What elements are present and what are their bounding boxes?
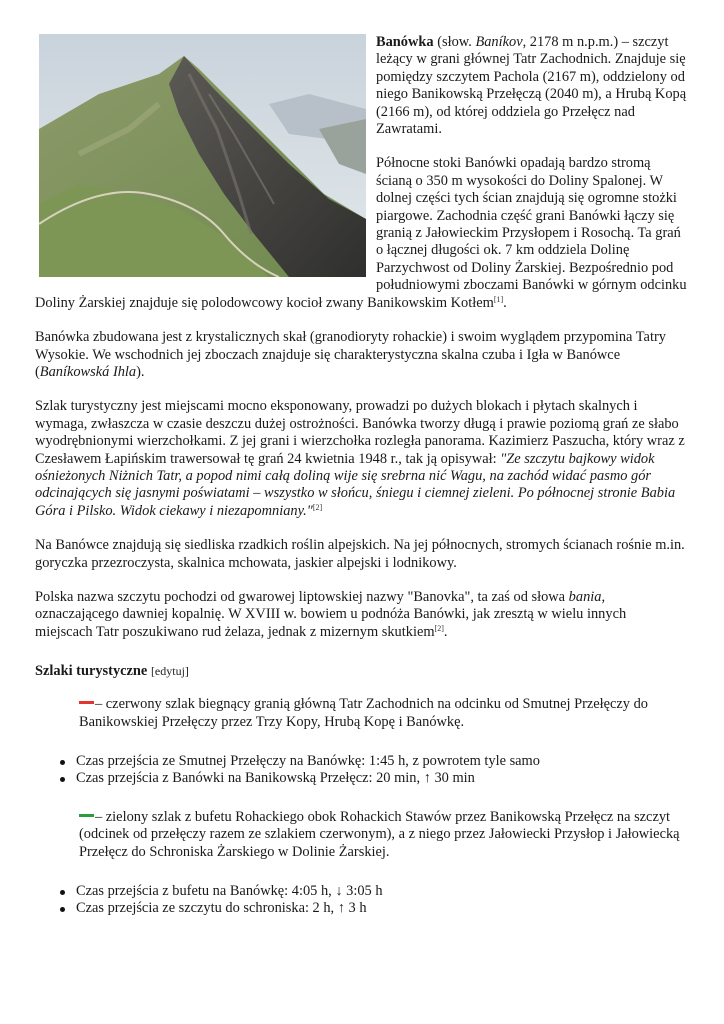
list-item: Czas przejścia z bufetu na Banówkę: 4:05 h, ↓ 3:05 h [76, 883, 687, 900]
footnote-ref[interactable]: [1] [493, 294, 504, 304]
intro-section [35, 34, 687, 329]
red-trail-times [35, 753, 687, 787]
text-span: . [443, 623, 448, 640]
green-trail-times [35, 883, 687, 917]
red-trail-marker-icon [79, 701, 94, 704]
italic-term: Baníkowská Ihla [39, 363, 137, 380]
red-trail [79, 696, 687, 731]
green-trail-description [79, 809, 687, 861]
list-item: Czas przejścia z Banówki na Banikowską Przełęcz: 20 min, ↑ 30 min [76, 770, 687, 787]
red-trail-description [79, 696, 687, 731]
green-trail-marker-icon [79, 814, 94, 817]
trail-paragraph [35, 398, 687, 520]
edit-link[interactable]: [edytuj] [150, 664, 189, 679]
text-span: , 2178 m n.p.m.) – szczyt leżący w grani głównej Tatr Zachodnich. Znajduje się pomiędzy szczytem Pachola (2167 m), oddzielony od niego Banikowską Przełęczą (2040 m), a Hrubą Kopą (2166 m), od której oddziela go Przełęcz nad Zawratami. [376, 34, 687, 138]
text-span: . [503, 294, 507, 311]
text-span: , oznaczającego dawniej kopalnię. W XVIII w. bowiem u podnóża Banówki, jak zresztą w wielu innych miejscach Tatr poszukiwano rud żelaza, jednak z mizernym skutkiem [35, 588, 627, 640]
flora-paragraph: Na Banówce znajdują się siedliska rzadkich roślin alpejskich. Na jej północnych, stromych ścianach rośnie m.in. goryczka przezroczysta, skalnica mchowata, jaskier alpejski i lodnikowy. [35, 537, 685, 571]
text-span: Banówka zbudowana jest z krystalicznych skał (granodioryty rohackie) i swoim wyglądem przypomina Tatry Wysokie. We wschodnich jej zboczach znajduje się charakterystyczna skalna czuba i Igła w Banówce ( [35, 329, 666, 380]
section-heading [35, 663, 687, 680]
text-span: – zielony szlak z bufetu Rohackiego obok Rohackich Stawów przez Banikowską Przełęcz na szczyt (odcinek od przełęczy razem ze szlakiem czerwonym), a z niego przez Jałowiecki Przysłop i Jałowiecką Przełęcz do Schroniska Żarskiego w Dolinie Żarskiej. [79, 809, 680, 860]
etymology-paragraph [35, 589, 687, 641]
text-span: Polska nazwa szczytu pochodzi od gwarowej liptowskiej nazwy "Banovka", ta zaś od słowa [35, 588, 569, 605]
article-title: Banówka [376, 34, 434, 50]
text-span: (słow. [433, 34, 476, 50]
list-item: Czas przejścia ze szczytu do schroniska: 2 h, ↑ 3 h [76, 900, 687, 917]
heading-text: Szlaki turystyczne [35, 663, 148, 680]
text-span: – czerwony szlak biegnący granią główną Tatr Zachodnich na odcinku od Smutnej Przełęczy do Banikowskiej Przełęczy przez Trzy Kopy, Hrubą Kopę i Banówkę. [79, 696, 648, 730]
text-span: ). [136, 363, 145, 380]
footnote-ref[interactable]: [2] [434, 623, 444, 633]
geology-paragraph [35, 329, 687, 381]
text-span: Szlak turystyczny jest miejscami mocno eksponowany, prowadzi po dużych blokach i płytach skalnych i wymaga, zwłaszcza w czasie deszczu dużej ostrożności. Banówka tworzy długą i prawie poziomą grań ze słabo wyodrębnionymi wierzchołkami. Z jej grani i wierzchołka rozległa panorama. Kazimierz Paszucha, który wraz z Czesławem Łapińskim trawersował tę grań 24 kwietnia 1948 r., tak ją opisywał: [35, 398, 685, 467]
article-page [35, 34, 687, 939]
footnote-ref[interactable]: [2] [312, 502, 323, 512]
list-item: Czas przejścia ze Smutnej Przełęczy na Banówkę: 1:45 h, z powrotem tyle samo [76, 753, 687, 770]
italic-term: bania [568, 588, 602, 605]
green-trail [79, 809, 687, 861]
slovak-name: Baníkov [475, 34, 523, 50]
quote: "Ze szczytu bajkowy widok ośnieżonych Niżnich Tatr, a popod nimi całą doliną wije się srebrna nić Wagu, na zachód widać pasmo gór odcinających się jasnymi poświatami – wszystko w słońcu, śniegu i ciemnej zieleni. Po północnej stronie Babia Góra i Pilsko. Widok ciekawy i niezapomniany." [35, 450, 676, 519]
text-span: Północne stoki Banówki opadają bardzo stromą ścianą o 350 m wysokości do Doliny Spalonej. W dolnej części tych ścian znajdują się ogromne stożki piargowe. Zachodnia część grani Banówki łączy się granią z Jałowieckim Przysłopem i Rosochą. Ta grań o łącznej długości ok. 7 km oddziela Dolinę Parzychwost od Doliny Żarskiej. Bezpośrednio pod południowymi zboczami Banówki w górnym odcinku Doliny Żarskiej znajduje się polodowcowy kocioł zwany Banikowskim Kotłem [35, 155, 687, 311]
mountain-photo [39, 34, 366, 277]
